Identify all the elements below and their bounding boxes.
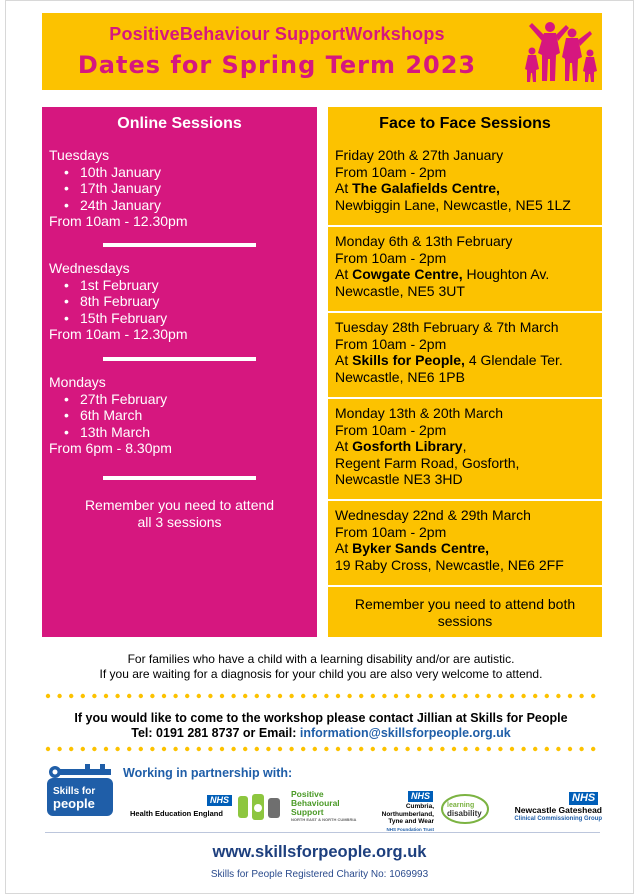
session-venue-line bbox=[335, 266, 549, 283]
date-list bbox=[49, 164, 188, 214]
at-label: At bbox=[335, 438, 353, 454]
dot bbox=[440, 747, 444, 751]
cntw-logo-text bbox=[352, 803, 434, 833]
session-time: From 10am - 2pm bbox=[335, 249, 447, 266]
dot bbox=[231, 694, 235, 698]
pbs-sub: NORTH EAST & NORTH CUMBRIA bbox=[291, 817, 357, 822]
dot bbox=[127, 747, 131, 751]
dotted-divider bbox=[45, 746, 600, 752]
dot bbox=[405, 747, 409, 751]
dot bbox=[429, 747, 433, 751]
dot bbox=[394, 747, 398, 751]
hee-logo-text: Health Education England bbox=[130, 809, 223, 818]
dot bbox=[289, 694, 293, 698]
dot bbox=[162, 694, 166, 698]
header-subtitle: Dates for Spring Term 2023 bbox=[77, 51, 477, 79]
partnership-label: Working in partnership with: bbox=[123, 766, 293, 780]
dot bbox=[92, 694, 96, 698]
dot bbox=[301, 694, 305, 698]
divider bbox=[328, 311, 602, 313]
dot bbox=[104, 747, 108, 751]
dot bbox=[197, 694, 201, 698]
dot bbox=[197, 747, 201, 751]
dot bbox=[139, 694, 143, 698]
dot bbox=[173, 747, 177, 751]
group-time: From 6pm - 8.30pm bbox=[49, 440, 172, 456]
sfp-logo-line1: Skills for bbox=[53, 786, 96, 797]
dot bbox=[533, 747, 537, 751]
dot bbox=[289, 747, 293, 751]
dot bbox=[220, 747, 224, 751]
date-item: • 24th January bbox=[80, 197, 188, 214]
session-5 bbox=[335, 507, 564, 573]
dot bbox=[568, 694, 572, 698]
face-to-face-panel bbox=[328, 107, 602, 637]
at-label: At bbox=[335, 266, 353, 282]
dot bbox=[278, 747, 282, 751]
wednesdays-group bbox=[49, 260, 188, 343]
dot bbox=[359, 694, 363, 698]
session-dates: Tuesday 28th February & 7th March bbox=[335, 319, 559, 335]
date-item: • 8th February bbox=[80, 293, 188, 310]
tuesdays-group bbox=[49, 147, 188, 230]
dot bbox=[301, 747, 305, 751]
dot bbox=[452, 747, 456, 751]
group-time: From 10am - 12.30pm bbox=[49, 326, 188, 342]
venue-name: Cowgate Centre, bbox=[352, 266, 463, 282]
dotted-divider bbox=[45, 693, 600, 699]
dot bbox=[266, 694, 270, 698]
divider bbox=[328, 397, 602, 399]
dot bbox=[556, 747, 560, 751]
at-label: At bbox=[335, 540, 353, 556]
dot bbox=[255, 694, 259, 698]
header-title: PositiveBehaviour SupportWorkshops bbox=[109, 24, 445, 44]
dot bbox=[568, 747, 572, 751]
dot bbox=[475, 694, 479, 698]
pbs-line: Behavioural bbox=[291, 798, 340, 808]
dot bbox=[371, 747, 375, 751]
reminder-line: all 3 sessions bbox=[137, 513, 222, 530]
nhs-logo: NHS bbox=[207, 795, 232, 806]
session-address: 19 Raby Cross, Newcastle, NE6 2FF bbox=[335, 556, 564, 573]
session-address: Newcastle, NE5 3UT bbox=[335, 282, 465, 299]
phone-text: Tel: 0191 281 8737 or Email: bbox=[131, 726, 300, 740]
session-time: From 10am - 2pm bbox=[335, 421, 447, 438]
dot bbox=[278, 694, 282, 698]
dot bbox=[579, 747, 583, 751]
dot bbox=[57, 747, 61, 751]
dot bbox=[521, 747, 525, 751]
venue-rest: , bbox=[462, 438, 467, 454]
contact-block bbox=[40, 711, 602, 741]
dot bbox=[347, 694, 351, 698]
date-list bbox=[49, 277, 188, 327]
cntw-line: Cumbria, Northumberland, bbox=[381, 803, 434, 818]
session-venue-line bbox=[335, 438, 519, 455]
venue-name: Skills for People, bbox=[352, 352, 465, 368]
group-time: From 10am - 12.30pm bbox=[49, 213, 188, 229]
dot bbox=[127, 694, 131, 698]
newcastle-gateshead-ccg-text bbox=[490, 805, 602, 823]
face-reminder bbox=[328, 596, 602, 629]
nhs-logo: NHS bbox=[408, 791, 433, 802]
session-time: From 10am - 2pm bbox=[335, 163, 447, 180]
session-venue-line bbox=[335, 180, 571, 197]
venue-name: The Galafields Centre, bbox=[352, 180, 500, 196]
dot bbox=[591, 747, 595, 751]
ccg-line: Clinical Commissioning Group bbox=[514, 816, 602, 822]
email-link[interactable]: information@skillsforpeople.org.uk bbox=[299, 726, 511, 740]
dot bbox=[313, 694, 317, 698]
nhs-logo: NHS bbox=[569, 792, 598, 805]
dot bbox=[139, 747, 143, 751]
dot bbox=[382, 747, 386, 751]
divider bbox=[103, 357, 256, 361]
at-label: At bbox=[335, 180, 353, 196]
dot bbox=[57, 694, 61, 698]
session-dates: Wednesday 22nd & 29th March bbox=[335, 507, 531, 523]
dot bbox=[324, 694, 328, 698]
divider bbox=[103, 476, 256, 480]
session-time: From 10am - 2pm bbox=[335, 335, 447, 352]
cntw-line: Tyne and Wear bbox=[388, 818, 434, 825]
dot bbox=[347, 747, 351, 751]
session-time: From 10am - 2pm bbox=[335, 523, 447, 540]
dot bbox=[255, 747, 259, 751]
dot bbox=[452, 694, 456, 698]
family-silhouette-icon bbox=[520, 19, 600, 85]
pbs-logo-text bbox=[291, 790, 356, 822]
dot bbox=[46, 747, 50, 751]
reminder-line: Remember you need to attend both bbox=[354, 596, 576, 612]
footer-rule bbox=[45, 832, 600, 833]
dot bbox=[185, 694, 189, 698]
date-item: • 6th March bbox=[80, 407, 172, 424]
dot bbox=[475, 747, 479, 751]
dot bbox=[417, 747, 421, 751]
dot bbox=[173, 694, 177, 698]
date-item: • 1st February bbox=[80, 277, 188, 294]
families-line: If you are waiting for a diagnosis for your child you are also very welcome to attend. bbox=[99, 667, 543, 681]
dot bbox=[46, 694, 50, 698]
reminder-line: Remember you need to attend bbox=[84, 497, 275, 513]
charity-number: Skills for People Registered Charity No: 1069993 bbox=[210, 869, 429, 880]
dot bbox=[429, 694, 433, 698]
session-3 bbox=[335, 319, 563, 385]
reminder-line: sessions bbox=[437, 612, 493, 629]
families-note bbox=[40, 652, 602, 682]
divider bbox=[328, 225, 602, 227]
online-sessions-title: Online Sessions bbox=[117, 115, 242, 132]
date-item: • 17th January bbox=[80, 180, 188, 197]
dot bbox=[220, 694, 224, 698]
dot bbox=[440, 694, 444, 698]
divider bbox=[328, 499, 602, 501]
learning-disability-text bbox=[447, 802, 482, 818]
dot bbox=[150, 747, 154, 751]
dot bbox=[69, 694, 73, 698]
skills-for-people-logo bbox=[45, 764, 115, 816]
dot bbox=[208, 747, 212, 751]
pbs-line: Support bbox=[291, 807, 324, 817]
website-link[interactable]: www.skillsforpeople.org.uk bbox=[212, 843, 427, 861]
dot bbox=[336, 747, 340, 751]
divider bbox=[103, 243, 256, 247]
date-item: • 10th January bbox=[80, 164, 188, 181]
at-label: At bbox=[335, 352, 353, 368]
venue-name: Gosforth Library bbox=[352, 438, 463, 454]
session-dates: Friday 20th & 27th January bbox=[335, 147, 504, 163]
online-sessions-panel bbox=[42, 107, 317, 637]
dot bbox=[521, 694, 525, 698]
dot bbox=[510, 694, 514, 698]
dot bbox=[313, 747, 317, 751]
venue-rest: 4 Glendale Ter. bbox=[464, 352, 563, 368]
dot bbox=[243, 747, 247, 751]
session-address: Newcastle NE3 3HD bbox=[335, 471, 463, 487]
dot bbox=[545, 747, 549, 751]
dot bbox=[394, 694, 398, 698]
dot bbox=[336, 694, 340, 698]
ld-line: disability bbox=[447, 809, 482, 818]
session-address: Regent Farm Road, Gosforth, bbox=[335, 454, 520, 471]
dot bbox=[243, 694, 247, 698]
mondays-group bbox=[49, 374, 172, 457]
dot bbox=[150, 694, 154, 698]
dot bbox=[162, 747, 166, 751]
date-list bbox=[49, 391, 172, 441]
session-venue-line bbox=[335, 352, 563, 369]
group-day: Mondays bbox=[49, 374, 106, 390]
date-item: • 13th March bbox=[80, 424, 172, 441]
dot bbox=[382, 694, 386, 698]
venue-name: Byker Sands Centre, bbox=[352, 540, 490, 556]
dot bbox=[463, 694, 467, 698]
dot bbox=[556, 694, 560, 698]
dot bbox=[324, 747, 328, 751]
divider bbox=[328, 585, 602, 587]
pbs-line: Positive bbox=[291, 789, 324, 799]
dot bbox=[371, 694, 375, 698]
session-venue-line bbox=[335, 540, 564, 557]
dot bbox=[185, 747, 189, 751]
dot bbox=[510, 747, 514, 751]
ccg-line: Newcastle Gateshead bbox=[514, 805, 602, 815]
online-reminder bbox=[42, 497, 317, 530]
date-item: • 27th February bbox=[80, 391, 172, 408]
dot bbox=[487, 747, 491, 751]
session-2 bbox=[335, 233, 549, 299]
dot bbox=[417, 694, 421, 698]
dot bbox=[405, 694, 409, 698]
session-dates: Monday 13th & 20th March bbox=[335, 405, 504, 421]
contact-details bbox=[40, 726, 602, 741]
dot bbox=[579, 694, 583, 698]
group-day: Wednesdays bbox=[49, 260, 130, 276]
session-1 bbox=[335, 147, 571, 213]
dot bbox=[463, 747, 467, 751]
session-4 bbox=[335, 405, 519, 488]
dot bbox=[81, 694, 85, 698]
dot bbox=[487, 694, 491, 698]
cntw-line: NHS Foundation Trust bbox=[386, 826, 434, 832]
group-day: Tuesdays bbox=[49, 147, 110, 163]
face-to-face-title: Face to Face Sessions bbox=[379, 115, 551, 132]
dot bbox=[81, 747, 85, 751]
header-banner bbox=[42, 13, 602, 90]
session-address: Newcastle, NE6 1PB bbox=[335, 368, 465, 385]
dot bbox=[208, 694, 212, 698]
families-line: For families who have a child with a learning disability and/or are autistic. bbox=[127, 652, 515, 666]
dot bbox=[498, 747, 502, 751]
dot bbox=[104, 694, 108, 698]
dot bbox=[266, 747, 270, 751]
session-address: Newbiggin Lane, Newcastle, NE5 1LZ bbox=[335, 196, 571, 213]
dot bbox=[92, 747, 96, 751]
venue-rest: Houghton Av. bbox=[462, 266, 550, 282]
contact-line: If you would like to come to the workshop please contact Jillian at Skills for People bbox=[74, 711, 568, 725]
dot bbox=[69, 747, 73, 751]
ld-line: learning bbox=[447, 802, 475, 809]
dot bbox=[591, 694, 595, 698]
sfp-logo-line2: people bbox=[53, 796, 95, 811]
dot bbox=[231, 747, 235, 751]
dot bbox=[115, 747, 119, 751]
dot bbox=[498, 694, 502, 698]
dot bbox=[359, 747, 363, 751]
date-item: • 15th February bbox=[80, 310, 188, 327]
dot bbox=[545, 694, 549, 698]
dot bbox=[115, 694, 119, 698]
pbs-logo-icon bbox=[236, 792, 284, 822]
session-dates: Monday 6th & 13th February bbox=[335, 233, 513, 249]
dot bbox=[533, 694, 537, 698]
